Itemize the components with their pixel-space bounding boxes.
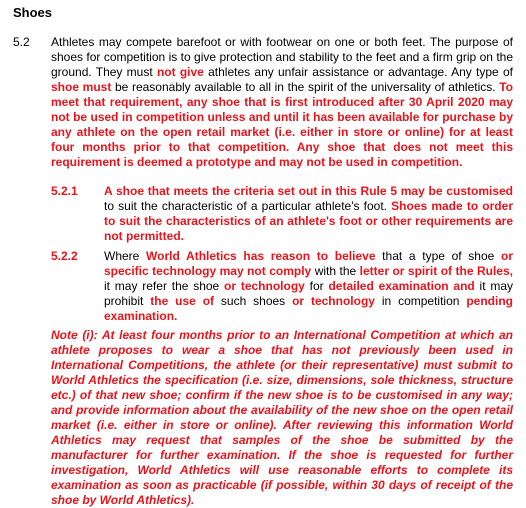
rule-5-2-1-text (104, 184, 513, 244)
rule-note-i: Note (i): At least four months prior to an International Competition at which an athlete proposes to wear a shoe that has not previously been used in International Competitions, the athlete (or their representative) must submit to World Athletics the specification (i.e. size, dimensions, sole thickness, structure etc.) of that new shoe; confirm if the new shoe is to be customised in any way; and provide information about the availability of the new shoe on the open retail market (i.e. either in store or online). After reviewing this information World Athletics may request that samples of the shoe be submitted by the manufacturer for further examination. If the shoe is requested for further investigation, World Athletics will use reasonable efforts to complete its examination as soon as practicable (if possible, within 30 days of receipt of the shoe by World Athletics). (51, 328, 513, 507)
rule-5-2-part-1: Athletes may compete barefoot or with footwear on one or both feet. The purpose of shoes for competition is to give protection and stability to the feet and a firm grip on the ground. They must (51, 35, 513, 79)
rule-5-2-2-text (104, 249, 513, 324)
rule-5-2-1-part-3: Shoes made to order to suit the characteristics of an athlete's foot or other requirements are not permitted. (104, 199, 513, 243)
rule-5-2-2-part-11: it may prohibit (104, 279, 514, 308)
rule-5-2-2-part-16: pending examination. (104, 294, 513, 323)
rule-number-5-2-2: 5.2.2 (51, 249, 78, 263)
rule-5-2-part-2: not give (156, 65, 204, 79)
rule-5-2-2-part-13: such shoes (214, 294, 293, 308)
rule-5-2-2-part-2: World Athletics has reason to believe (146, 249, 376, 263)
rule-5-2-1-part-1: A shoe that meets the criteria set out in this Rule 5 may be customised (104, 184, 513, 198)
rule-5-2-2-part-9: for (304, 279, 329, 293)
rule-5-2-2-part-7: it may refer the shoe (104, 279, 225, 293)
rule-5-2-part-4: shoe must (51, 80, 112, 94)
rule-5-2-2-part-3: that a type of shoe (375, 249, 501, 263)
rule-5-2-2-part-6: letter or spirit of the Rules, (359, 264, 513, 278)
rule-number-5-2: 5.2 (13, 35, 30, 49)
rule-number-5-2-1: 5.2.1 (51, 184, 78, 198)
rule-5-2-2-part-5: with the (311, 264, 360, 278)
rule-5-2-text (51, 35, 513, 170)
rule-5-2-2-part-8: or technology (224, 279, 305, 293)
rule-5-2-part-6: To meet that requirement, any shoe that is first introduced after 30 April 2020 may not be used in competition unless and until it has been available for purchase by any athlete on the open retail market (i.e. either in store or online) for at least four months prior to that competition. Any shoe that does not meet this requirement is deemed a prototype and may not be used in competition. (51, 80, 513, 169)
section-heading: Shoes (13, 5, 53, 20)
rule-5-2-part-5: be reasonably available to all in the spirit of the universality of athletics. (111, 80, 500, 94)
rule-5-2-2-part-14: or technology (292, 294, 375, 308)
rule-5-2-1-part-2: to suit the characteristic of a particular athlete's foot. (104, 199, 392, 213)
rule-5-2-2-part-10: detailed examination and (328, 279, 475, 293)
rule-5-2-2-part-4: or specific technology may not comply (104, 249, 513, 278)
rule-5-2-part-3: athletes any unfair assistance or advantage. Any type of (203, 65, 513, 79)
rule-5-2-2-part-15: in competition (374, 294, 467, 308)
rule-5-2-2-part-1: Where (104, 249, 147, 263)
rule-5-2-2-part-12: the use of (150, 294, 215, 308)
